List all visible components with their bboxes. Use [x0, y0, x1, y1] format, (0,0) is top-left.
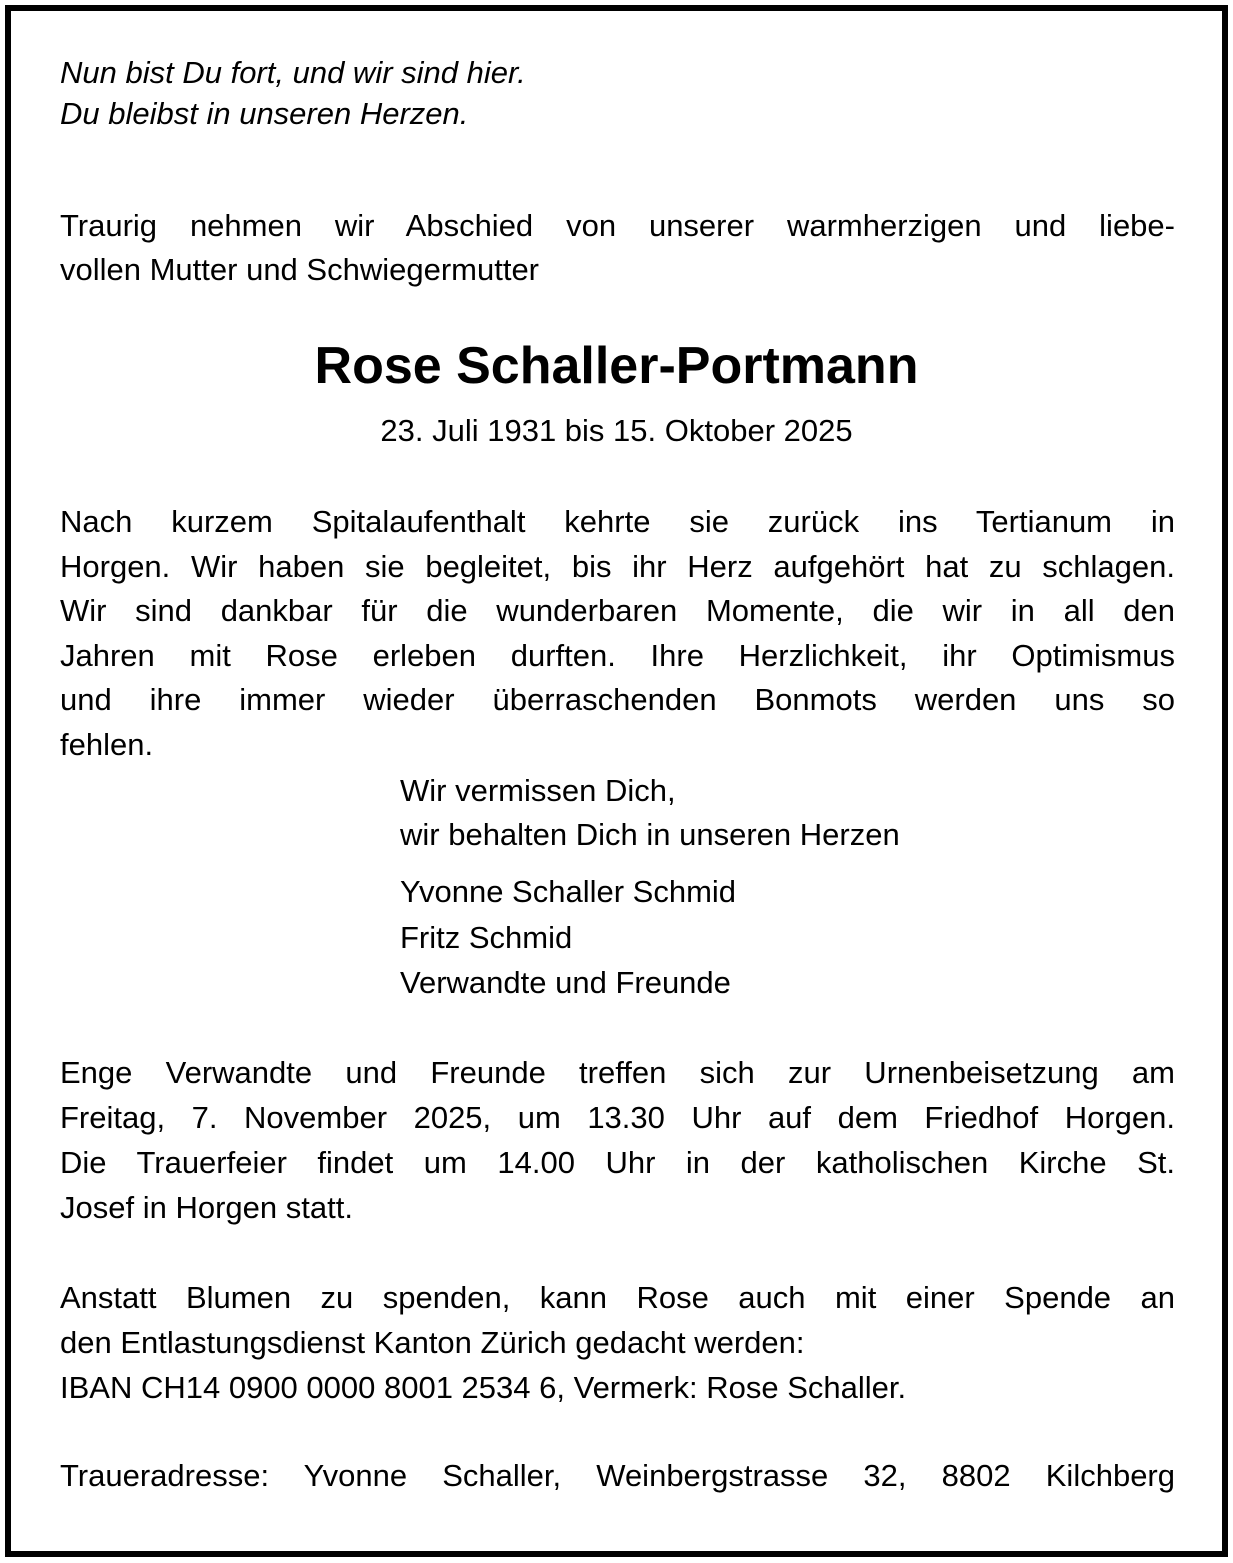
- intro-paragraph: [60, 204, 1175, 292]
- mourning-address: [60, 1454, 1175, 1498]
- body-line: fehlen.: [60, 726, 154, 762]
- deceased-name: Rose Schaller-Portmann: [314, 337, 919, 395]
- ceremony-line: Enge Verwandte und Freunde treffen sich zur Urnenbeisetzung am: [60, 1055, 1175, 1090]
- intro-line: vollen Mutter und Schwiegermutter: [60, 252, 540, 287]
- donation-line: Anstatt Blumen zu spenden, kann Rose auch mit einer Spende an: [60, 1280, 1175, 1315]
- life-dates: 23. Juli 1931 bis 15. Oktober 2025: [380, 413, 853, 448]
- motto-line: Nun bist Du fort, und wir sind hier.: [60, 55, 526, 90]
- farewell-line: Wir vermissen Dich,: [400, 773, 676, 808]
- body-line: Horgen. Wir haben sie begleitet, bis ihr Herz aufgehört hat zu schlagen.: [60, 548, 1175, 584]
- mourner: Yvonne Schaller Schmid: [400, 874, 737, 909]
- farewell: [400, 769, 900, 857]
- body-paragraph: [60, 500, 1175, 768]
- body-line: und ihre immer wieder überraschenden Bonmots werden uns so: [60, 682, 1175, 718]
- ceremony-line: Freitag, 7. November 2025, um 13.30 Uhr auf dem Friedhof Horgen.: [60, 1100, 1175, 1135]
- body-line: Jahren mit Rose erleben durften. Ihre Herzlichkeit, ihr Optimismus: [60, 637, 1175, 673]
- address-line: Traueradresse: Yvonne Schaller, Weinbergstrasse 32, 8802 Kilchberg: [60, 1458, 1175, 1493]
- mourner: Verwandte und Freunde: [400, 965, 731, 1000]
- intro-line: Traurig nehmen wir Abschied von unserer warmherzigen und liebe-: [60, 208, 1175, 243]
- donation-paragraph: [60, 1275, 1175, 1410]
- donation-line: den Entlastungsdienst Kanton Zürich gedacht werden:: [60, 1325, 805, 1360]
- mourners: [400, 869, 736, 1006]
- donation-line: IBAN CH14 0900 0000 8001 2534 6, Vermerk: Rose Schaller.: [60, 1370, 907, 1405]
- ceremony-paragraph: [60, 1050, 1175, 1230]
- farewell-line: wir behalten Dich in unseren Herzen: [400, 817, 900, 852]
- body-line: Wir sind dankbar für die wunderbaren Momente, die wir in all den: [60, 593, 1175, 629]
- ceremony-line: Josef in Horgen statt.: [60, 1190, 353, 1225]
- body-line: Nach kurzem Spitalaufenthalt kehrte sie zurück ins Tertianum in: [60, 504, 1175, 539]
- ceremony-line: Die Trauerfeier findet um 14.00 Uhr in der katholischen Kirche St.: [60, 1145, 1175, 1180]
- motto: [60, 52, 1175, 134]
- mourner: Fritz Schmid: [400, 919, 573, 955]
- motto-line: Du bleibst in unseren Herzen.: [60, 96, 469, 131]
